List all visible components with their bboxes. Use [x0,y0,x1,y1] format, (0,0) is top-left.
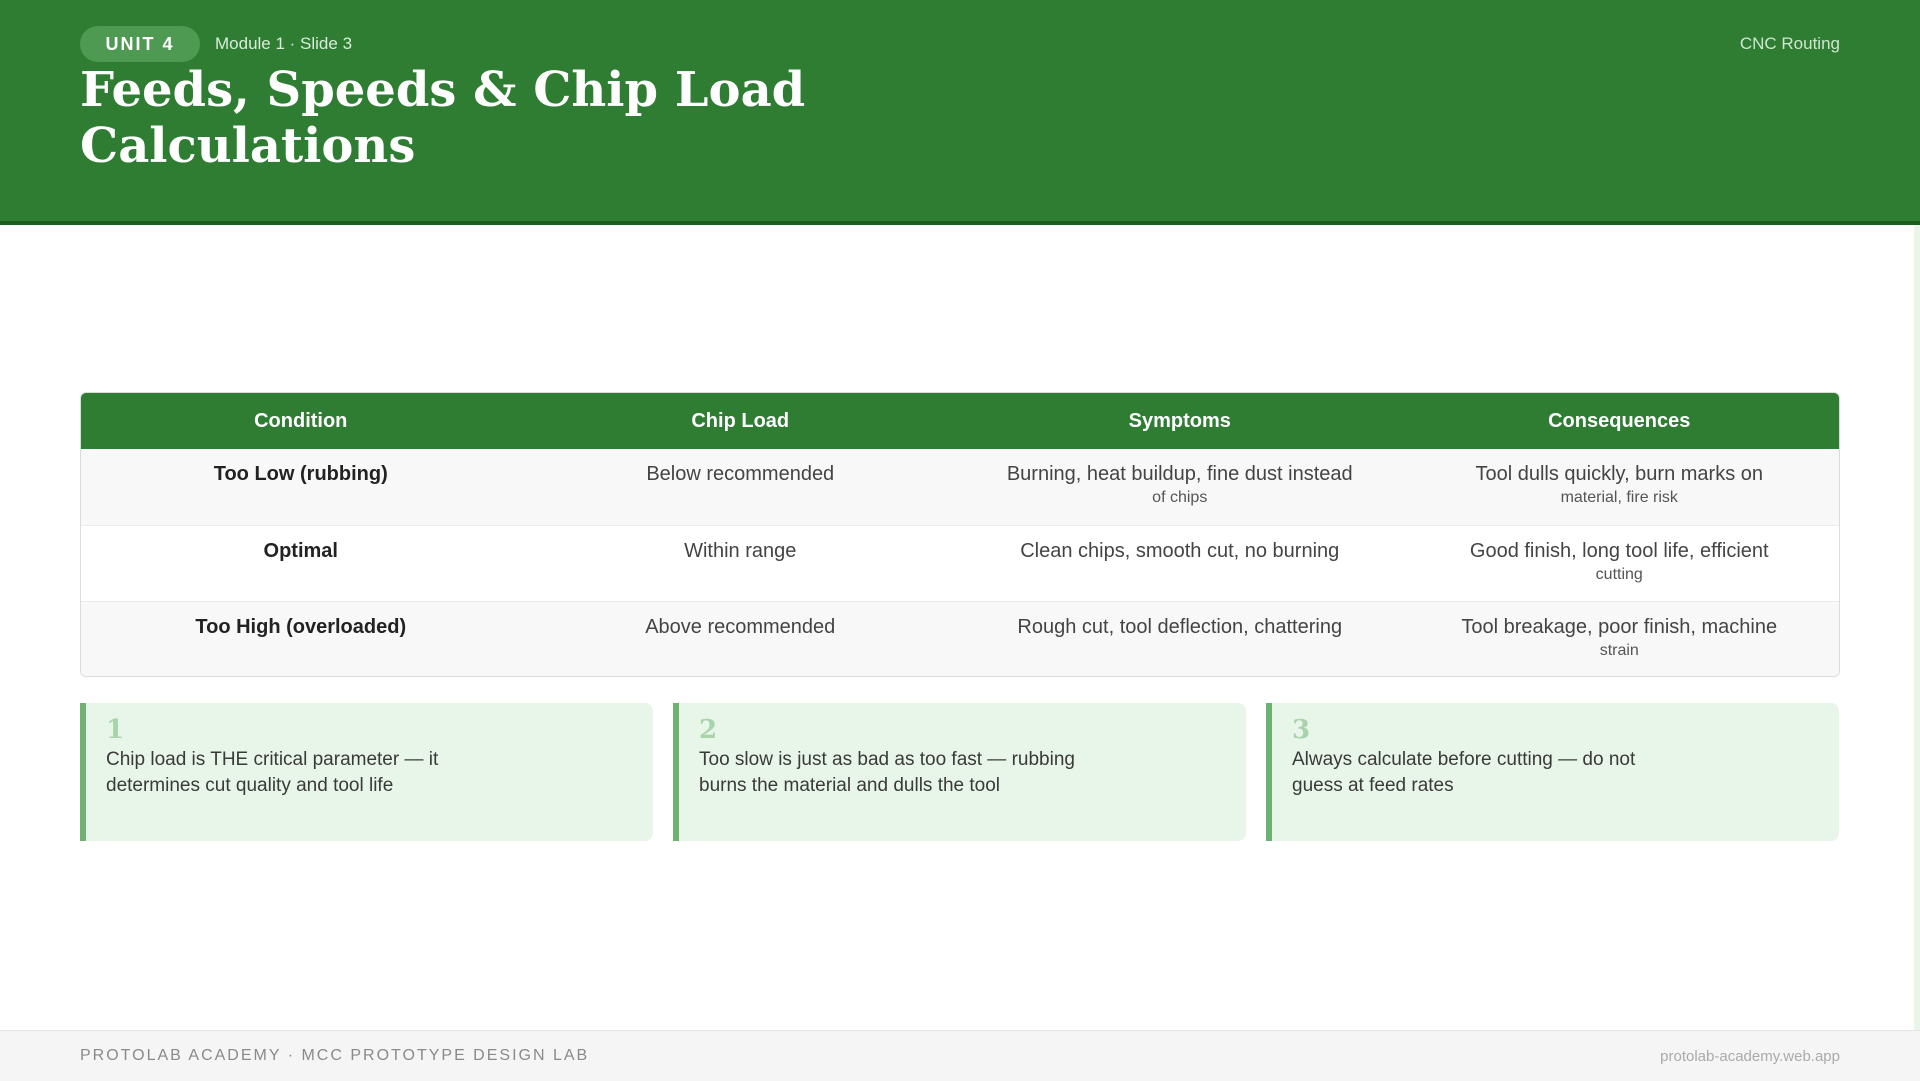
table-row [81,525,1839,601]
column-header-condition: Condition [81,393,521,449]
slide-header [0,0,1920,225]
module-slide-label: Module 1 · Slide 3 [215,34,353,53]
symptoms-cell [960,525,1400,601]
takeaway-cards [80,703,1838,841]
takeaway-text: Too slow is just as bad as too fast — rubbing burns the material and dulls the tool [699,749,1075,796]
slide-title: Feeds, Speeds & Chip Load Calculations [80,62,806,174]
takeaway-text: Chip load is THE critical parameter — it determines cut quality and tool life [106,749,439,796]
symptoms-text-continued: of chips [1152,489,1208,506]
takeaway-text: Always calculate before cutting — do not guess at feed rates [1292,749,1636,796]
condition-cell: Too High (overloaded) [81,601,521,677]
symptoms-cell [960,601,1400,677]
column-header-consequences: Consequences [1400,393,1840,449]
symptoms-text: Rough cut, tool deflection, chattering [1017,615,1343,638]
consequences-cell [1400,601,1840,677]
condition-cell: Too Low (rubbing) [213,463,388,485]
column-header-chip-load: Chip Load [521,393,961,449]
consequences-text-continued: strain [1599,641,1639,659]
table-row [81,449,1839,525]
unit-badge: UNIT 4 [80,26,200,62]
consequences-cell [1400,449,1840,525]
footer-url: protolab-academy.web.app [1660,1048,1840,1065]
takeaway-number: 2 [699,715,718,745]
table-header-row [81,393,1839,449]
table-row [81,601,1839,677]
takeaway-card-3 [1266,703,1839,841]
course-label: CNC Routing [1739,34,1840,53]
takeaway-card-1 [80,703,653,841]
chip-load-cell: Within range [521,525,961,601]
condition-cell: Optimal [81,525,521,601]
right-edge-accent [1914,224,1920,1080]
takeaway-card-2 [673,703,1246,841]
symptoms-text: Clean chips, smooth cut, no burning [1020,539,1340,562]
takeaway-number: 3 [1292,715,1311,745]
takeaway-number: 1 [106,715,125,745]
column-header-symptoms: Symptoms [960,393,1400,449]
symptoms-cell [960,449,1400,525]
symptoms-text: Burning, heat buildup, fine dust instead [1006,463,1353,485]
slide-footer [0,1030,1920,1081]
consequences-cell [1400,525,1840,601]
chip-load-cell: Below recommended [646,463,835,485]
consequences-text: Tool dulls quickly, burn marks on [1475,463,1764,485]
consequences-text-continued: cutting [1595,565,1643,583]
chip-load-cell: Above recommended [521,601,961,677]
chip-load-table [80,392,1840,677]
consequences-text-continued: material, fire risk [1560,489,1678,506]
footer-organization: PROTOLAB ACADEMY · MCC PROTOTYPE DESIGN LAB [80,1047,590,1064]
consequences-text: Good finish, long tool life, efficient [1469,539,1769,562]
consequences-text: Tool breakage, poor finish, machine [1461,615,1778,638]
